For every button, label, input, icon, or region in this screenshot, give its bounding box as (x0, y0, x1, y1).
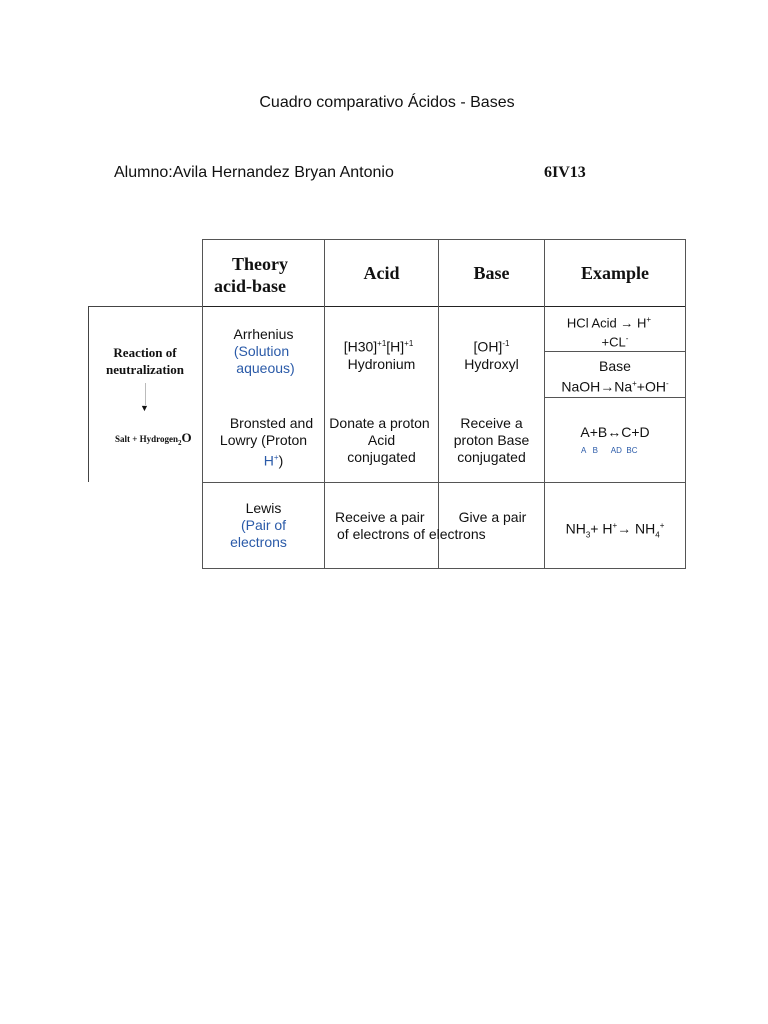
side-bracket-vertical (88, 306, 89, 482)
table-row-divider-2 (202, 482, 686, 483)
bronsted-proton-sup: + (273, 453, 279, 462)
base-bronsted (439, 415, 544, 466)
lewis-ex-c: → NH (617, 520, 656, 537)
salt-water-label (115, 430, 192, 447)
header-base: Base (473, 263, 510, 283)
bronsted-proton: H (263, 452, 274, 469)
theory-arrhenius (203, 326, 324, 377)
page-title: Cuadro comparativo Ácidos - Bases (259, 94, 515, 111)
bronsted-base-2: proton Base (453, 432, 530, 448)
arrhenius-desc-2: aqueous) (236, 360, 295, 376)
example-acid-sup1: + (646, 315, 652, 324)
table-row-divider-1 (545, 397, 686, 398)
arrhenius-base-sup: -1 (502, 339, 510, 348)
base-arrhenius (439, 335, 544, 373)
example-acid-b: +CL (601, 334, 626, 350)
example-acid-line2 (545, 331, 685, 350)
example-arrhenius-acid (545, 312, 685, 351)
arrhenius-acid-sup1: +1 (377, 339, 387, 348)
example-base-sup2: - (665, 379, 669, 388)
lewis-base-1: Give a pair (458, 509, 527, 525)
lewis-desc-2: electrons (230, 534, 287, 550)
example-base-label: Base (599, 358, 631, 374)
lewis-ex-sub2: 4 (655, 530, 660, 540)
table-border-right (685, 239, 686, 569)
salt-prefix: Salt + Hydrogen (115, 434, 178, 444)
bronsted-acid-1: Donate a proton (329, 415, 430, 431)
table-border-top (202, 239, 686, 240)
theory-bronsted (203, 415, 324, 470)
lewis-ex-b: + H (590, 520, 613, 537)
arrhenius-acid-mid: [H] (386, 338, 405, 355)
example-acid-a: HCl Acid → H (566, 315, 647, 331)
reaction-label-line2: neutralization (106, 362, 184, 377)
example-arrhenius-base (545, 358, 685, 396)
bronsted-base-3: conjugated (457, 449, 526, 465)
bronsted-close: ) (278, 452, 284, 469)
table-header-divider (202, 306, 686, 307)
arrhenius-acid-formula (325, 335, 438, 356)
header-theory (212, 253, 288, 297)
lewis-desc-1: (Pair of (240, 517, 287, 533)
arrhenius-desc-1: (Solution (233, 343, 290, 359)
example-base-sup1: + (632, 379, 637, 388)
salt-suffix: O (181, 430, 192, 445)
theory-lewis (203, 500, 324, 551)
bronsted-name-2: Lowry (Proton (219, 432, 308, 448)
header-theory-line1: Theory (232, 254, 288, 274)
arrhenius-base-formula (439, 335, 544, 356)
base-lewis (439, 509, 544, 526)
header-acid: Acid (363, 263, 400, 283)
arrhenius-acid-sup2: +1 (404, 339, 414, 348)
down-arrow-icon: ▼ (140, 403, 149, 413)
lewis-ex-a: NH (565, 520, 586, 537)
salt-sub: 2 (177, 438, 182, 447)
lewis-acid-1: Receive a pair (335, 509, 425, 525)
acid-bronsted (325, 415, 438, 466)
example-base-formula (545, 375, 685, 396)
bronsted-acid-3: conjugated (347, 449, 416, 465)
example-acid-sup2: - (625, 334, 629, 344)
side-bracket-top (88, 306, 202, 307)
arrhenius-base-main: [OH] (473, 338, 503, 355)
student-name: Alumno:Avila Hernandez Bryan Antonio (114, 164, 394, 181)
bronsted-name-3 (203, 449, 324, 470)
example-acid-line1 (545, 312, 685, 331)
arrhenius-acid-name: Hydronium (347, 355, 416, 372)
reaction-label (90, 344, 200, 378)
bronsted-acid-2: Acid (367, 432, 396, 448)
lewis-acid-2: of electrons of electrons (337, 526, 486, 542)
lewis-ex-sup2: + (659, 521, 665, 530)
example-base-b: +OH (636, 378, 666, 395)
header-theory-line2: acid-base (214, 276, 286, 296)
arrhenius-base-name: Hydroxyl (464, 355, 519, 372)
header-example: Example (580, 263, 649, 283)
reaction-label-line1: Reaction of (113, 345, 177, 360)
acid-arrhenius (325, 335, 438, 373)
table-col-divider-1 (324, 239, 325, 569)
table-border-bottom (202, 568, 686, 569)
arrhenius-name: Arrhenius (233, 326, 294, 342)
bronsted-base-1: Receive a (460, 415, 523, 431)
table-example-split-line (545, 351, 686, 352)
example-bronsted: A+B↔C+D (580, 424, 650, 440)
down-arrow-line (145, 383, 146, 405)
example-base-a: NaOH→Na (561, 378, 633, 395)
example-lewis (545, 517, 685, 543)
bronsted-name-1: Bronsted and (229, 415, 314, 431)
lewis-ex-sub1: 3 (585, 530, 591, 540)
arrhenius-acid-main: [H30] (343, 338, 378, 355)
lewis-name: Lewis (245, 500, 282, 516)
lewis-ex-sup1: + (612, 521, 618, 530)
example-bronsted-labels: A B AD BC (581, 446, 638, 455)
group-code: 6IV13 (544, 164, 586, 181)
